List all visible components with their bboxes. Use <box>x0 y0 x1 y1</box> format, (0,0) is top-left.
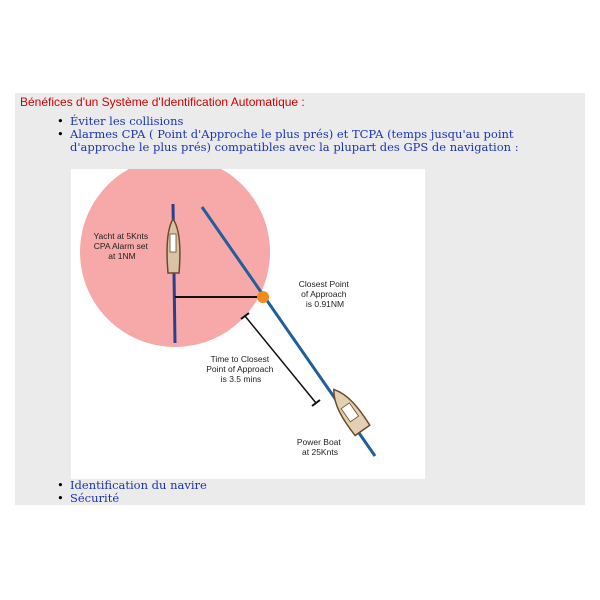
cpa-point <box>257 291 269 303</box>
benefits-list-top <box>55 115 575 154</box>
tcpa-bracket-end <box>312 400 320 406</box>
section-heading: Bénéfices d'un Système d'Identification Automatique : <box>20 95 305 109</box>
content-panel <box>15 93 585 505</box>
list-item[interactable] <box>55 492 575 505</box>
powerboat-label: Power Boat at 25Knts <box>296 437 341 457</box>
benefits-list-bottom <box>55 479 575 505</box>
cpa-label: Closest Point of Approach is 0.91NM <box>298 279 349 309</box>
cpa-diagram <box>71 169 425 479</box>
link-avoid-collisions[interactable]: Éviter les collisions <box>70 114 184 128</box>
link-ship-identification[interactable]: Identification du navire <box>70 478 207 492</box>
tcpa-label: Time to Closest Point of Approach is 3.5 mins <box>206 354 274 384</box>
cpa-diagram-svg <box>71 169 425 479</box>
list-item[interactable] <box>55 479 575 492</box>
link-cpa-alarms[interactable]: Alarmes CPA ( Point d'Approche le plus prés) et TCPA (temps jusqu'au point d'approche le plus prés) compatibles avec la plupart des GPS de navigation : <box>70 127 519 154</box>
yacht-label: Yacht at 5Knts CPA Alarm set at 1NM <box>93 231 149 261</box>
powerboat-icon <box>326 384 370 436</box>
list-item[interactable] <box>55 128 575 154</box>
link-safety[interactable]: Sécurité <box>70 491 120 505</box>
